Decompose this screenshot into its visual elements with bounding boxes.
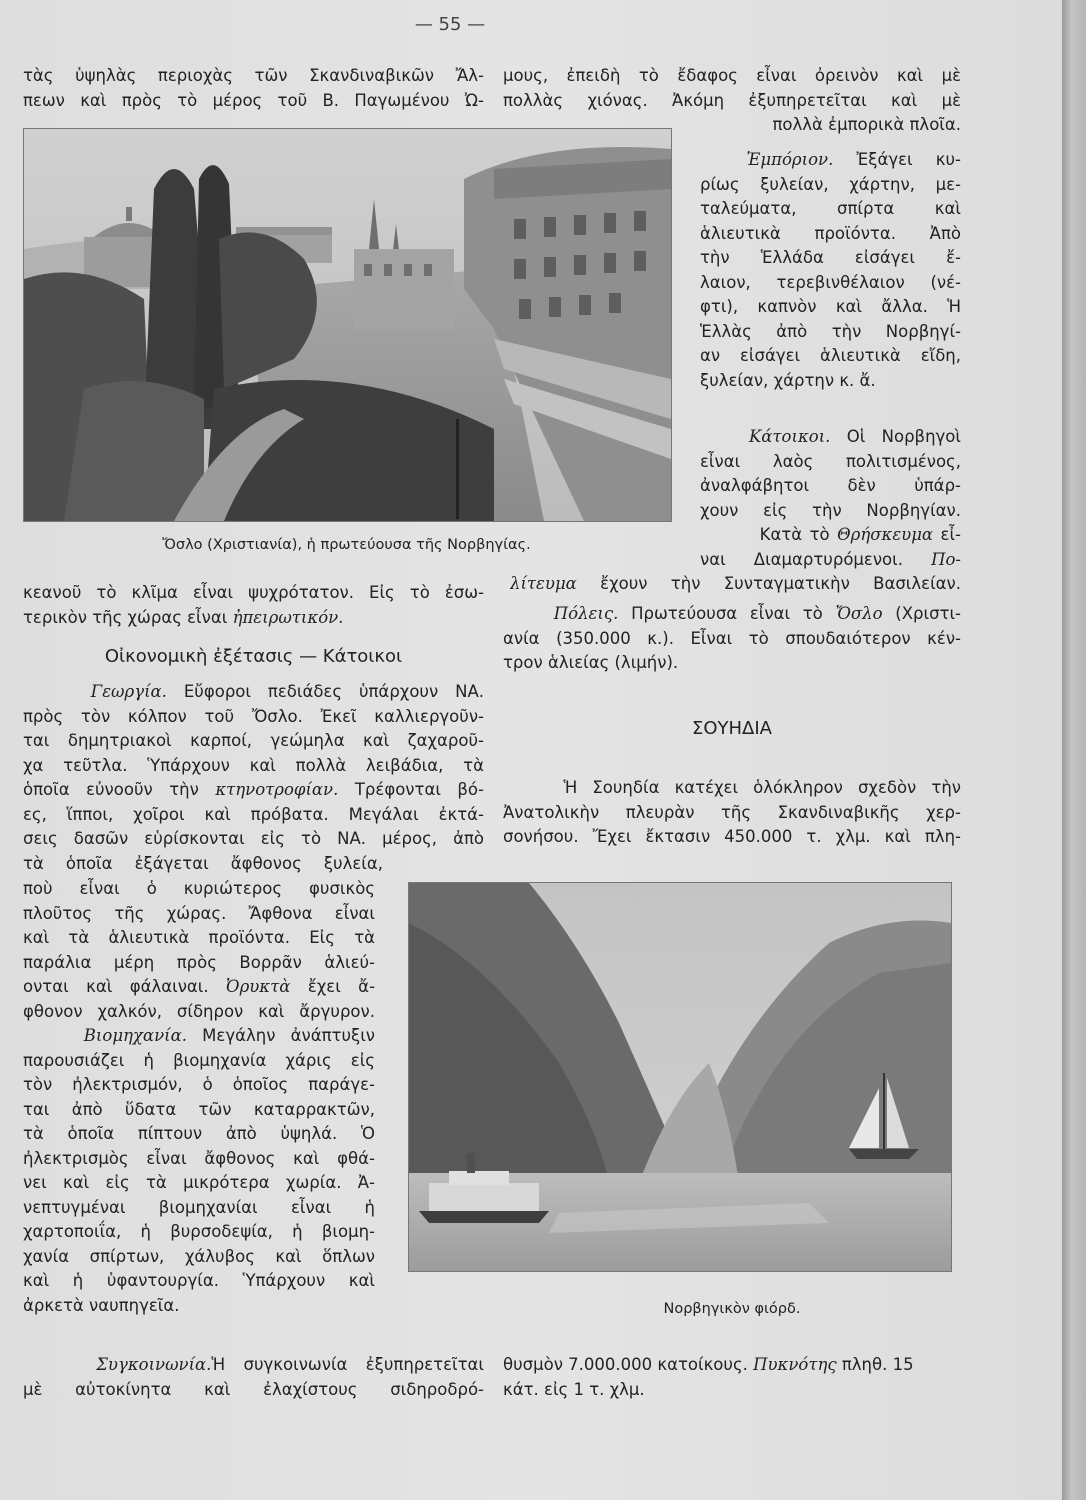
sweden-bottom-paragraph: [503, 1353, 961, 1402]
text-span: Ἡ συγκοινωνία ἐξυπηρετεῖται: [211, 1355, 484, 1374]
fjord-photo-illustration: [409, 883, 951, 1271]
text-line: [23, 680, 484, 705]
text-line: ἁλιευτικὰ προϊόντα. Ἀπὸ: [700, 223, 961, 243]
text-line: [23, 606, 484, 631]
text-span: Κατὰ τὸ: [759, 525, 830, 544]
text-line: σονήσου. Ἔχει ἔκτασιν 450.000 τ. χλμ. καὶ πλη-: [503, 827, 961, 846]
text-line: παράλια μέρη πρὸς Βορρᾶν ἁλιεύ-: [23, 952, 375, 972]
text-line: τὰ ὁποῖα πίπτουν ἀπὸ ὑψηλά. Ὁ: [23, 1124, 375, 1143]
text-line: [503, 602, 961, 627]
text-line: ξυλείαν, χάρτην κ. ἄ.: [700, 370, 876, 390]
text-line: πλοῦτος τῆς χώρας. Ἄφθονα εἶναι: [23, 903, 375, 923]
text-span: θυσμὸν 7.000.000 κατοίκους.: [503, 1355, 748, 1374]
text-line: αν εἰσάγει ἁλιευτικὰ εἴδη,: [700, 346, 961, 365]
text-line: [503, 1353, 961, 1378]
italic-term: Ὄσλο: [835, 604, 883, 623]
georgia-paragraph: [23, 680, 484, 852]
katoikoi-continuation: [510, 572, 961, 597]
section-heading: Οἰκονομικὴ ἐξέτασις — Κάτοικοι: [104, 646, 403, 667]
fjord-photo: [408, 882, 952, 1272]
text-line: πρὸς τὸν κόλπον τοῦ Ὄσλο. Ἐκεῖ καλλιεργοῦν-: [23, 706, 484, 726]
right-top-paragraph: [503, 64, 961, 138]
oslo-photo: [23, 128, 672, 522]
katoikoi-paragraph: [700, 425, 961, 572]
text-line: ἠλεκτρισμὸς εἶναι ἄφθονος καὶ φθά-: [23, 1148, 375, 1168]
katoikoi-heading: Κάτοικοι.: [748, 427, 831, 446]
text-line: νεπτυγμέναι βιομηχανίαι εἶναι ἡ: [23, 1197, 375, 1217]
text-line: ἀρκετὰ ναυπηγεῖα.: [23, 1295, 180, 1315]
text-span: πληθ. 15: [841, 1355, 914, 1374]
text-line: τὰ ὁποῖα ἐξάγεται ἄφθονος ξυλεία,: [23, 854, 383, 873]
text-line: [700, 425, 961, 450]
text-line: [700, 548, 961, 573]
text-line: ποὺ εἶναι ὁ κυριώτερος φυσικὸς: [23, 879, 375, 898]
oslo-caption: Ὄσλο (Χριστιανία), ἡ πρωτεύουσα τῆς Νορβηγίας.: [162, 537, 531, 553]
resources-paragraph: [23, 877, 375, 1024]
climate-paragraph: [23, 581, 484, 630]
text-span: Οἱ Νορβηγοὶ: [846, 427, 961, 446]
text-line: καὶ ἡ ὑφαντουργία. Ὑπάρχουν καὶ: [23, 1271, 375, 1290]
text-line: τὰς ὑψηλὰς περιοχὰς τῶν Σκανδιναβικῶν Ἄλ-: [23, 66, 484, 85]
fjord-caption: Νορβηγικὸν φιόρδ.: [663, 1301, 801, 1317]
text-line: τρον ἁλιείας (λιμήν).: [503, 653, 679, 672]
text-span: ονται καὶ φάλαιναι.: [23, 977, 209, 996]
text-line: ρίως ξυλείαν, χάρτην, με-: [700, 174, 961, 194]
text-line: πολλὰς χιόνας. Ἀκόμη ἐξυπηρετεῖται καὶ μὲ: [503, 90, 961, 110]
text-line: [23, 778, 484, 803]
text-line: νει καὶ εἰς τὰ μικρότερα χωρία. Ἀ-: [23, 1173, 375, 1192]
text-line: ἀναλφάβητοι δὲν ὑπάρ-: [700, 476, 961, 495]
text-line: [510, 572, 961, 597]
emporion-paragraph: [700, 148, 961, 393]
text-line: ται ἀπὸ ὕδατα τῶν καταρρακτῶν,: [23, 1099, 375, 1119]
text-line: πεων καὶ πρὸς τὸ μέρος τοῦ Β. Παγωμένου Ὠ-: [23, 90, 484, 110]
text-span: (Χριστι-: [895, 604, 961, 623]
viomichania-heading: Βιομηχανία.: [83, 1026, 187, 1045]
text-span: Ἡ Σουηδία κατέχει ὁλόκληρον σχεδὸν τὴν: [563, 778, 961, 797]
italic-term: Πυκνότης: [753, 1355, 837, 1374]
georgia-heading: Γεωργία.: [90, 682, 167, 701]
text-line: χουν εἰς τὴν Νορβηγίαν.: [700, 500, 961, 520]
text-line: παρουσιάζει ἡ βιομηχανία χάρις εἰς: [23, 1050, 375, 1070]
emporion-heading: Ἐμπόριον.: [746, 150, 834, 169]
italic-term: λίτευμα: [510, 574, 577, 593]
text-line: φτι), καπνὸν καὶ ἄλλα. Ἡ: [700, 297, 961, 316]
text-line: [700, 148, 961, 173]
text-span: ναι Διαμαρτυρόμενοι.: [700, 549, 903, 569]
text-line: ανία (350.000 κ.). Εἶναι τὸ σπουδαιότερον κέν-: [503, 628, 961, 648]
poleis-paragraph: [503, 602, 961, 676]
text-line: [23, 1353, 484, 1378]
italic-term: κτηνοτροφίαν.: [215, 780, 339, 799]
sweden-paragraph: [503, 776, 961, 850]
oslo-photo-illustration: [24, 129, 671, 521]
text-span: ὁποῖα εὐνοοῦν τὴν: [23, 780, 199, 799]
page-number: — 55 —: [414, 14, 486, 35]
text-span: ἔχουν τὴν Συνταγματικὴν Βασιλείαν.: [600, 574, 961, 593]
text-line: τὴν Ἑλλάδα εἰσάγει ἔ-: [700, 248, 961, 267]
text-line: φθονον χαλκόν, σίδηρον καὶ ἄργυρον.: [23, 1001, 375, 1021]
italic-term: ἠπειρωτικόν.: [232, 607, 344, 627]
text-span: Πρωτεύουσα εἶναι τὸ: [631, 604, 823, 623]
synkoinonia-paragraph: [23, 1353, 484, 1402]
text-line: πολλὰ ἐμπορικὰ πλοῖα.: [772, 115, 961, 134]
text-line: εἶναι λαὸς πολιτισμένος,: [700, 451, 961, 471]
viomichania-paragraph: [23, 1024, 375, 1318]
text-span: τερικὸν τῆς χώρας εἶναι: [23, 607, 228, 627]
text-span: Εὔφοροι πεδιάδες ὑπάρχουν ΝΑ.: [183, 682, 484, 701]
page-edge: [1062, 0, 1086, 1500]
text-line: Ἑλλὰς ἀπὸ τὴν Νορβηγί-: [700, 321, 961, 341]
italic-term: Ὀρυκτὰ: [226, 977, 291, 996]
text-span: εἶ-: [940, 525, 961, 544]
text-line: ται δημητριακοὶ καρποί, γεώμηλα καὶ ζαχαροῦ-: [23, 731, 484, 750]
text-line: σεις δασῶν εὑρίσκονται εἰς τὸ ΝΑ. μέρος, ἀπὸ: [23, 829, 484, 848]
synkoinonia-heading: Συγκοινωνία.: [96, 1355, 212, 1374]
poleis-heading: Πόλεις.: [553, 604, 619, 623]
text-line: ες, ἵπποι, χοῖροι καὶ πρόβατα. Μεγάλαι ἐκτά-: [23, 804, 484, 824]
text-line: χα τεῦτλα. Ὑπάρχουν καὶ πολλὰ λειβάδια, τὰ: [23, 755, 484, 775]
text-line: [23, 975, 375, 1000]
text-line: χαρτοποιΐα, ἡ βυρσοδεψία, ἡ βιομη-: [23, 1222, 375, 1241]
text-line: [23, 1024, 375, 1049]
italic-term: Πο-: [931, 549, 961, 569]
text-span: ἔχει ἄ-: [307, 977, 375, 996]
text-line: ταλεύματα, σπίρτα καὶ: [700, 199, 961, 218]
text-line: χανία σπίρτων, χάλυβος καὶ ὅπλων: [23, 1246, 375, 1266]
text-span: Μεγάλην ἀνάπτυξιν: [202, 1026, 375, 1045]
sweden-heading: ΣΟΥΗΔΙΑ: [691, 718, 772, 739]
text-line: Ἀνατολικὴν πλευρὰν τῆς Σκανδιναβικῆς χερ-: [503, 802, 961, 822]
text-line: μὲ αὐτοκίνητα καὶ ἐλαχίστους σιδηροδρό-: [23, 1379, 484, 1399]
italic-term: Θρήσκευμα: [837, 525, 934, 544]
text-line: κάτ. εἰς 1 τ. χλμ.: [503, 1379, 645, 1399]
text-line: μους, ἐπειδὴ τὸ ἔδαφος εἶναι ὀρεινὸν καὶ μὲ: [503, 66, 961, 85]
text-line: [503, 776, 961, 801]
text-line: τὸν ἠλεκτρισμόν, ὁ ὁποῖος παράγε-: [23, 1075, 375, 1094]
text-line: [700, 523, 961, 548]
text-line: καὶ τὰ ἁλιευτικὰ προϊόντα. Εἰς τὰ: [23, 928, 375, 947]
text-line: λαιον, τερεβινθέλαιον (νέ-: [700, 272, 961, 292]
georgia-wrapped: [23, 852, 383, 877]
text-line: κεανοῦ τὸ κλῖμα εἶναι ψυχρότατον. Εἰς τὸ ἐσω-: [23, 583, 484, 602]
text-span: Ἐξάγει κυ-: [856, 150, 961, 169]
left-top-paragraph: [23, 64, 484, 113]
text-span: Τρέφονται βό-: [354, 780, 484, 799]
